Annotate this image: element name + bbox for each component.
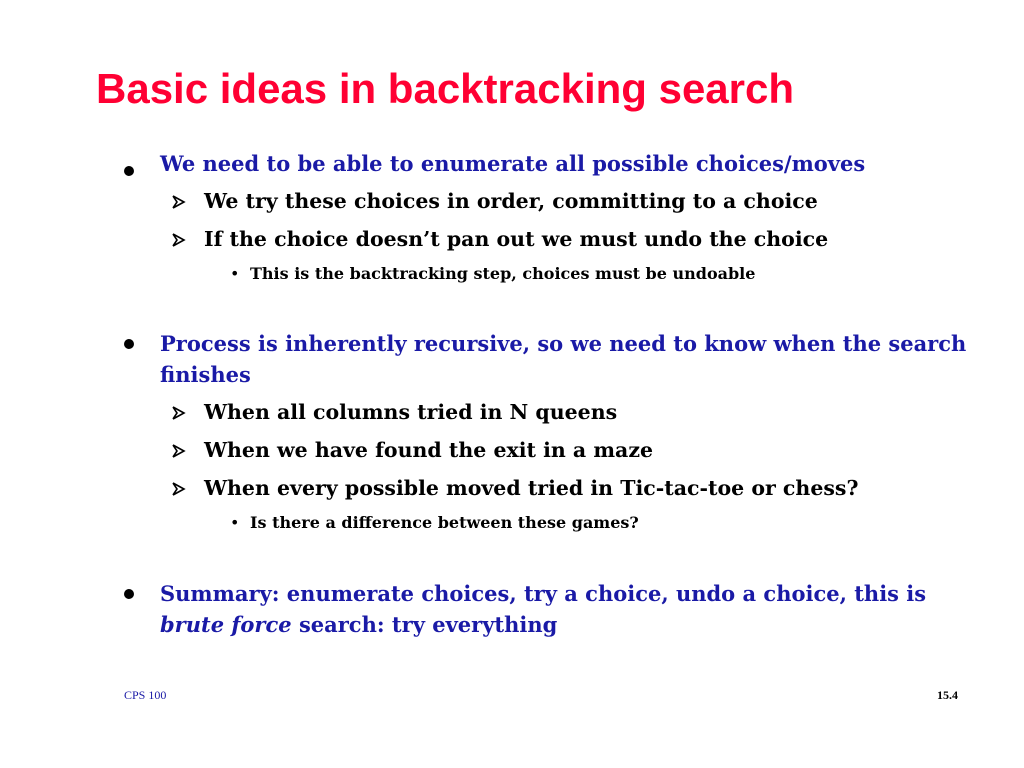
bullet-2-3-1-text: Is there a difference between these games?: [250, 513, 639, 532]
slide-title: Basic ideas in backtracking search: [96, 65, 795, 112]
bullet-2-2-text: When we have found the exit in a maze: [204, 438, 654, 462]
bullet-1-text: We need to be able to enumerate all possible choices/moves: [160, 151, 866, 176]
bullet-1-2-1-text: This is the backtracking step, choices must be undoable: [250, 264, 756, 283]
bullet-3-text-before: Summary: enumerate choices, try a choice, undo a choice, this is: [160, 581, 927, 606]
bullet-3-text-after: search: try everything: [298, 612, 558, 637]
bullet-icon: [124, 589, 134, 599]
dot-bullet-icon: •: [230, 513, 240, 532]
bullet-2-text: Process is inherently recursive, so we need to know when the search finishes: [160, 331, 967, 387]
arrow-bullet-icon: [170, 403, 188, 423]
bullet-icon: [124, 339, 134, 349]
footer-course-label: CPS 100: [124, 688, 167, 702]
bullet-1-2-text: If the choice doesn’t pan out we must undo the choice: [204, 227, 829, 251]
footer-slide-number: 15.4: [937, 688, 958, 702]
arrow-bullet-icon: [170, 230, 188, 250]
arrow-bullet-icon: [170, 192, 188, 212]
bullet-2-1-text: When all columns tried in N queens: [204, 400, 618, 424]
bullet-1-1-text: We try these choices in order, committing to a choice: [204, 189, 818, 213]
arrow-bullet-icon: [170, 441, 188, 461]
bullet-icon: [124, 166, 134, 176]
arrow-bullet-icon: [170, 479, 188, 499]
bullet-3-text: [160, 578, 970, 640]
dot-bullet-icon: •: [230, 264, 240, 283]
bullet-3-emphasis: brute force: [160, 612, 292, 637]
bullet-2-3-text: When every possible moved tried in Tic-tac-toe or chess?: [204, 476, 859, 500]
